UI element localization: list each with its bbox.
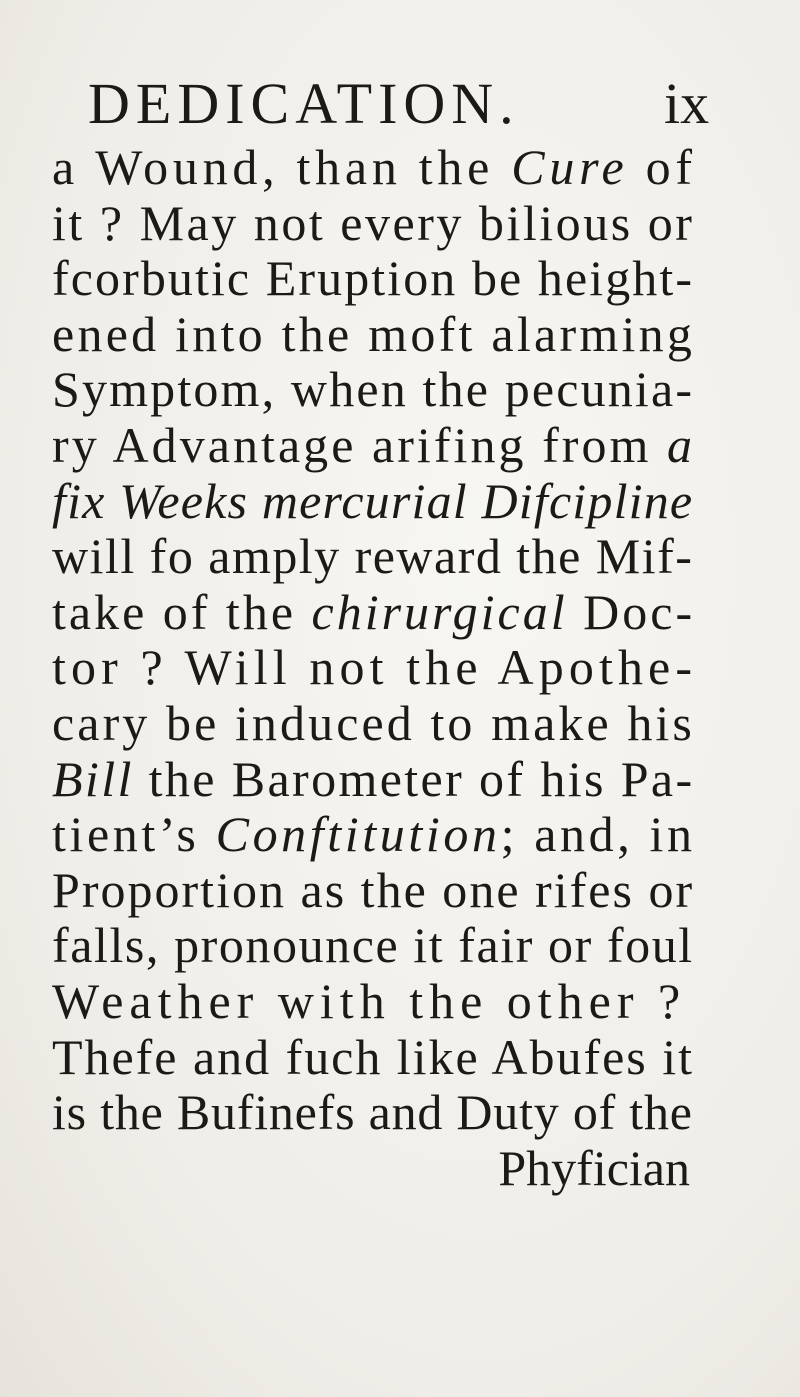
text-line-content (52, 417, 695, 473)
roman-text: tient’s (52, 806, 216, 863)
text-line (52, 529, 692, 585)
text-line-content (52, 139, 697, 195)
text-line-content (52, 806, 696, 862)
roman-text: Proportion as the one rifes or (52, 861, 695, 918)
text-line (52, 1085, 692, 1141)
roman-text: ry Advantage arifing from (52, 416, 667, 473)
roman-text: Doc- (567, 583, 696, 640)
text-line-content (52, 1029, 694, 1085)
catchword-line (52, 1141, 692, 1197)
text-line-content (498, 1140, 690, 1196)
roman-text: will fo amply reward the Mif- (52, 528, 694, 585)
italic-text: chirurgical (311, 583, 568, 640)
text-line (52, 1030, 692, 1086)
roman-text: cary be induced to make his (52, 694, 695, 751)
text-line (52, 361, 695, 418)
text-line-content (52, 862, 694, 918)
text-line (52, 416, 696, 474)
roman-text: ened into the moft alarming (52, 305, 696, 362)
text-line (52, 474, 692, 530)
roman-text: fcorbutic Eruption be height- (52, 250, 695, 307)
text-line (52, 750, 695, 808)
text-line (52, 583, 696, 641)
roman-text: Thefe and fuch like Abufes it (52, 1028, 694, 1085)
text-line-content (52, 917, 694, 973)
text-line-content (52, 361, 694, 417)
running-head (88, 68, 748, 140)
text-line-content (52, 528, 693, 584)
roman-text: falls, pronounce it fair or foul (52, 917, 694, 974)
text-line (52, 250, 695, 307)
text-line (52, 694, 695, 752)
page-number: ix (664, 71, 710, 136)
italic-text: a (666, 416, 696, 473)
text-line (52, 861, 695, 919)
roman-text: Symptom, when the pecunia- (52, 361, 695, 418)
text-line-content (52, 250, 694, 306)
roman-text: Phyfician (498, 1139, 690, 1196)
roman-text: tor ? Will not the Apothe- (52, 639, 698, 696)
text-line (52, 194, 695, 252)
text-line (52, 305, 696, 363)
roman-text: of (628, 139, 697, 195)
roman-text: is the Bufinefs and Duty of the (52, 1084, 693, 1141)
roman-text: it ? May not every bilious or (52, 194, 695, 251)
running-head-title: DEDICATION. (88, 71, 520, 136)
italic-text: Conftitution (215, 806, 501, 863)
text-line-content (52, 473, 693, 529)
italic-text: Cure (511, 139, 629, 195)
text-line-content (52, 306, 695, 362)
text-line-content (52, 751, 695, 807)
roman-text: the Barometer of his Pa- (133, 750, 695, 807)
text-line-content (52, 695, 695, 751)
italic-text: fix Weeks mercurial Difcipline (52, 472, 694, 529)
text-line (52, 974, 692, 1030)
text-line-content (52, 973, 686, 1029)
text-line (52, 918, 692, 974)
roman-text: take of the (52, 583, 312, 640)
italic-text: Bill (52, 750, 134, 807)
text-line-content (52, 584, 695, 640)
text-line-content (52, 1084, 693, 1140)
text-line-content (52, 639, 697, 695)
text-line (52, 639, 698, 696)
text-line-content (52, 195, 694, 251)
roman-text: ; and, in (500, 806, 696, 863)
roman-text: a Wound, than the (52, 139, 512, 195)
text-line (52, 139, 697, 196)
body-text (52, 139, 698, 1196)
roman-text: Weather with the other ? (52, 972, 687, 1029)
text-line (52, 806, 696, 863)
